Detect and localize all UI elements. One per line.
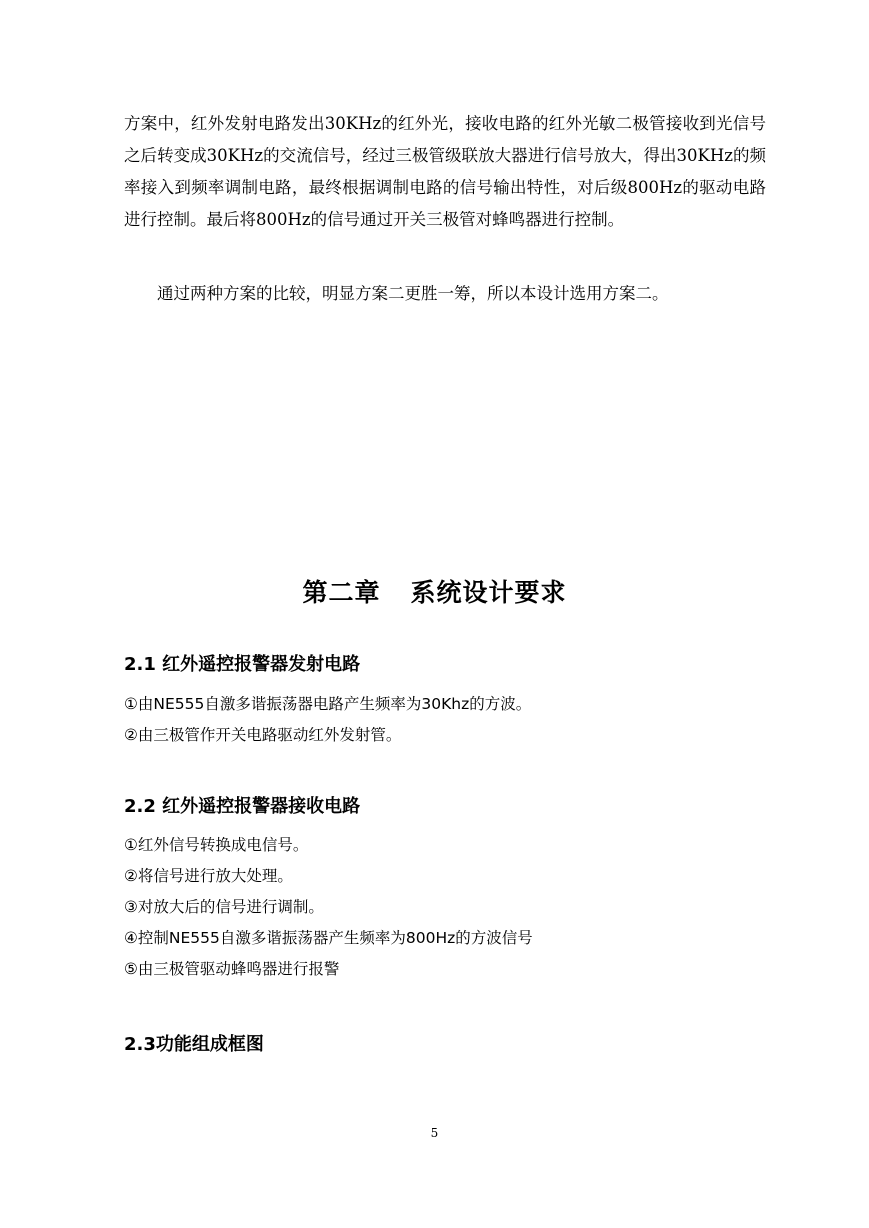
section-title-2-2: 2.2 红外遥控报警器接收电路 [124, 796, 361, 817]
section-list-2-1 [124, 689, 531, 751]
paragraph-scheme-description: 方案中，红外发射电路发出30KHz的红外光，接收电路的红外光敏二极管接收到光信号之后转变成30KHz的交流信号，经过三极管级联放大器进行信号放大，得出30KHz的频率接入到频率调制电路，最终根据调制电路的信号输出特性，对后级800Hz的驱动电路进行控制。最后将800Hz的信号通过开关三极管对蜂鸣器进行控制。 [124, 114, 766, 229]
list-item: ⑤由三极管驱动蜂鸣器进行报警 [124, 960, 340, 978]
chapter-number: 第二章 [302, 578, 381, 607]
paragraph-conclusion: 通过两种方案的比较，明显方案二更胜一筹，所以本设计选用方案二。 [157, 284, 669, 303]
list-item: ①由NE555自激多谐振荡器电路产生频率为30Khz的方波。 [124, 695, 532, 713]
list-item: ②由三极管作开关电路驱动红外发射管。 [124, 726, 402, 744]
chapter-name: 系统设计要求 [410, 578, 567, 607]
list-item: ③对放大后的信号进行调制。 [124, 898, 324, 916]
list-item: ④控制NE555自激多谐振荡器产生频率为800Hz的方波信号 [124, 929, 533, 947]
list-item: ①红外信号转换成电信号。 [124, 836, 309, 854]
section-list-2-2 [124, 830, 533, 985]
chapter-title [0, 573, 869, 609]
page-number: 5 [430, 1126, 439, 1140]
list-item: ②将信号进行放大处理。 [124, 867, 293, 885]
section-title-2-3: 2.3功能组成框图 [124, 1034, 264, 1055]
section-title-2-1: 2.1 红外遥控报警器发射电路 [124, 654, 361, 675]
